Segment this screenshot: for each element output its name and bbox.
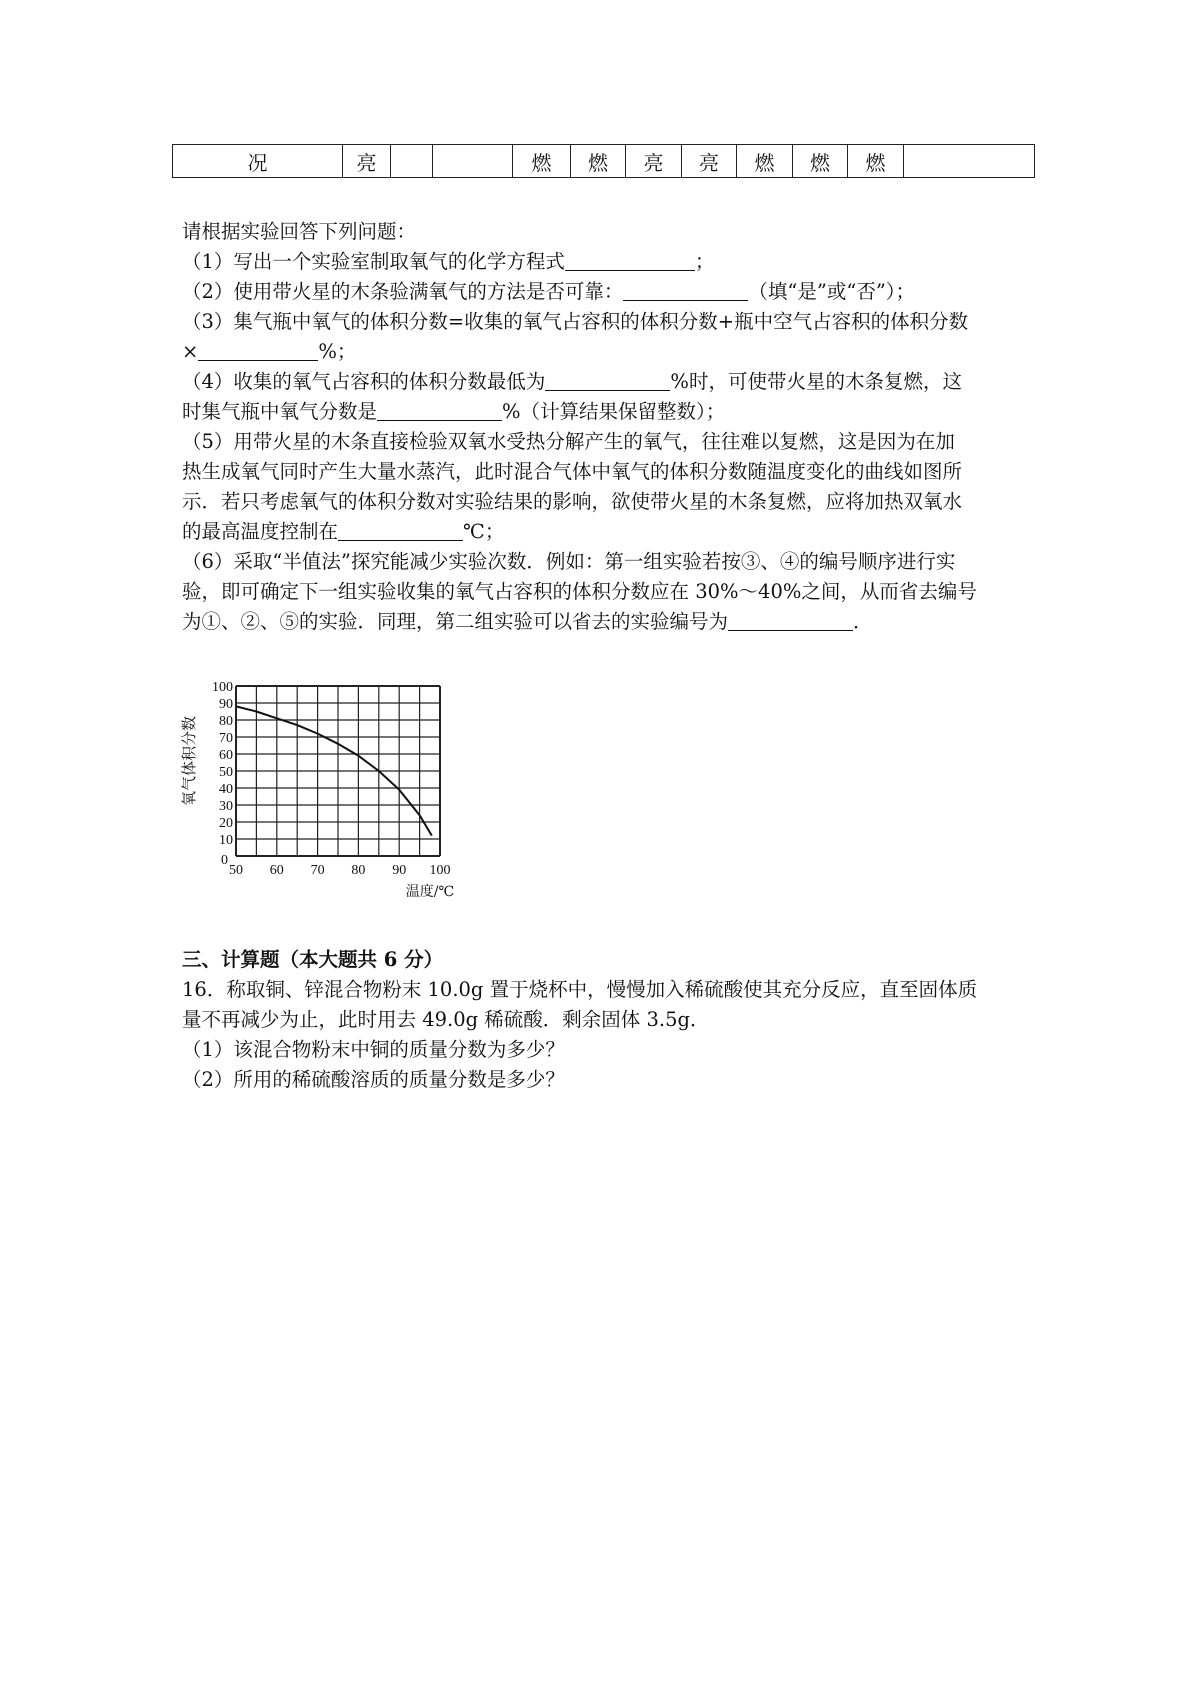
table-cell: 亮 — [343, 145, 391, 178]
answer-blank-1[interactable] — [565, 250, 695, 271]
table-cell: 燃 — [737, 145, 793, 178]
answer-blank-2[interactable] — [623, 280, 748, 301]
y-axis-label: 氧气体积分数 — [180, 715, 198, 807]
questions-block — [182, 217, 1032, 637]
question-4-line-2 — [182, 397, 1032, 427]
table-cell — [904, 145, 1035, 178]
answer-blank-5[interactable] — [338, 520, 463, 541]
chart-svg — [180, 668, 460, 908]
table-cell: 燃 — [513, 145, 571, 178]
y-tick-label: 100 — [212, 680, 233, 695]
table-cell: 燃 — [571, 145, 626, 178]
question-5-line-2: 热生成氧气同时产生大量水蒸汽，此时混合气体中氧气的体积分数随温度变化的曲线如图所 — [182, 460, 963, 483]
table-cell: 况 — [173, 145, 343, 178]
question-4-prefix-1: （4）收集的氧气占容积的体积分数最低为 — [182, 370, 546, 393]
table-row — [173, 145, 1035, 178]
question-1 — [182, 247, 1032, 277]
problem-16-line-1: 16．称取铜、锌混合物粉末 10.0g 置于烧杯中，慢慢加入稀硫酸使其充分反应，直至固体质 — [182, 978, 978, 1001]
table-cell: 燃 — [848, 145, 904, 178]
intro-text: 请根据实验回答下列问题： — [182, 220, 417, 243]
question-5-line-4 — [182, 517, 1032, 547]
table-cell: 亮 — [626, 145, 682, 178]
y-tick-label: 30 — [219, 799, 233, 814]
question-4-line-1 — [182, 367, 1032, 397]
section-3 — [182, 945, 1032, 1095]
question-4-suffix-1: %时，可使带火星的木条复燃，这 — [670, 370, 962, 393]
y-tick-label: 60 — [219, 748, 233, 763]
x-tick-label: 90 — [392, 863, 407, 878]
y-tick-label: 20 — [219, 816, 233, 831]
question-6-line-1: （6）采取“半值法”探究能减少实验次数．例如：第一组实验若按③、④的编号顺序进行实 — [182, 550, 956, 573]
answer-blank-4b[interactable] — [377, 400, 502, 421]
question-5-line-1: （5）用带火星的木条直接检验双氧水受热分解产生的氧气，往往难以复燃，这是因为在加 — [182, 430, 955, 453]
origin-label: 0 — [221, 853, 228, 868]
table-cell — [433, 145, 513, 178]
x-tick-label: 80 — [351, 863, 366, 878]
y-tick-label: 70 — [219, 731, 233, 746]
answer-blank-3[interactable] — [198, 340, 318, 361]
question-3-line-2 — [182, 337, 1032, 367]
problem-16-sub-1: （1）该混合物粉末中铜的质量分数为多少？ — [182, 1038, 565, 1061]
question-6-prefix: 为①、②、⑤的实验．同理，第二组实验可以省去的实验编号为 — [182, 610, 729, 633]
question-2-label: （2）使用带火星的木条验满氧气的方法是否可靠： — [182, 280, 624, 303]
question-2-suffix: （填“是”或“否”）； — [748, 280, 916, 303]
question-5-prefix: 的最高温度控制在 — [182, 520, 339, 543]
y-tick-label: 90 — [219, 697, 233, 712]
y-tick-label: 50 — [219, 765, 233, 780]
y-tick-label: 80 — [219, 714, 233, 729]
oxygen-temperature-chart — [180, 668, 460, 908]
table-cell — [391, 145, 433, 178]
question-1-label: （1）写出一个实验室制取氧气的化学方程式 — [182, 250, 565, 273]
table-cell: 燃 — [793, 145, 848, 178]
problem-16-sub-2: （2）所用的稀硫酸溶质的质量分数是多少？ — [182, 1068, 565, 1091]
y-tick-label: 10 — [219, 833, 233, 848]
question-3-prefix: × — [182, 340, 199, 363]
question-3-suffix: %； — [318, 340, 357, 363]
question-4-suffix-2: %（计算结果保留整数）； — [502, 400, 726, 423]
observation-table-fragment — [172, 144, 1034, 178]
question-5-line-3: 示．若只考虑氧气的体积分数对实验结果的影响，欲使带火星的木条复燃，应将加热双氧水 — [182, 490, 963, 513]
question-5-suffix: ℃； — [463, 520, 505, 543]
question-3-line-1: （3）集气瓶中氧气的体积分数=收集的氧气占容积的体积分数+瓶中空气占容积的体积分数 — [182, 310, 969, 333]
question-1-suffix: ； — [694, 250, 715, 273]
x-tick-label: 60 — [269, 863, 284, 878]
answer-blank-4a[interactable] — [545, 370, 670, 391]
table-cell: 亮 — [682, 145, 737, 178]
x-tick-label: 50 — [229, 863, 243, 878]
x-axis-label: 温度/℃ — [405, 884, 455, 900]
question-6-line-3 — [182, 607, 1032, 637]
question-6-line-2: 验，即可确定下一组实验收集的氧气占容积的体积分数应在 30%～40%之间，从而省去编号 — [182, 580, 977, 603]
question-2 — [182, 277, 1032, 307]
y-tick-label: 40 — [219, 782, 233, 797]
x-tick-label: 100 — [429, 863, 451, 878]
section-3-heading: 三、计算题（本大题共 6 分） — [182, 948, 444, 971]
question-4-prefix-2: 时集气瓶中氧气分数是 — [182, 400, 378, 423]
answer-blank-6[interactable] — [728, 610, 853, 631]
question-6-suffix: ． — [853, 610, 873, 633]
problem-16-line-2: 量不再减少为止，此时用去 49.0g 稀硫酸．剩余固体 3.5g． — [182, 1008, 710, 1031]
x-tick-label: 70 — [310, 863, 325, 878]
observation-table — [172, 144, 1035, 178]
